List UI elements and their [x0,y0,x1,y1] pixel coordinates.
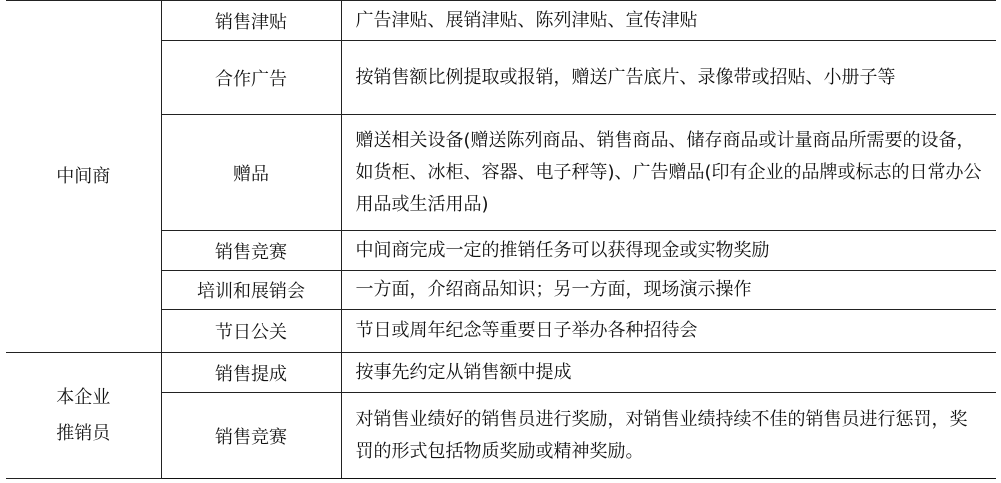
description-cell: 赠送相关设备(赠送陈列商品、销售商品、储存商品或计量商品所需要的设备，如货柜、冰柜、容器、电子秤等)、广告赠品(印有企业的品牌或标志的日常办公用品或生活用品) [341,115,996,231]
description-cell: 对销售业绩好的销售员进行奖励，对销售业绩持续不佳的销售员进行惩罚，奖罚的形式包括物质奖励或精神奖励。 [341,393,996,479]
method-cell: 销售竞赛 [161,231,341,271]
description-cell: 中间商完成一定的推销任务可以获得现金或实物奖励 [341,231,996,271]
method-cell: 合作广告 [161,41,341,115]
table-row [6,1,996,41]
description-cell: 广告津贴、展销津贴、陈列津贴、宣传津贴 [341,1,996,41]
incentive-table [6,0,996,479]
method-cell: 销售津贴 [161,1,341,41]
group-cell-intermediary: 中间商 [6,1,161,353]
table-row [6,353,996,393]
group-label-line: 推销员 [56,422,111,444]
method-cell: 赠品 [161,115,341,231]
description-cell: 按销售额比例提取或报销，赠送广告底片、录像带或招贴、小册子等 [341,41,996,115]
method-cell: 销售竞赛 [161,393,341,479]
description-cell: 按事先约定从销售额中提成 [341,353,996,393]
description-cell: 节日或周年纪念等重要日子举办各种招待会 [341,310,996,353]
method-cell: 节日公关 [161,310,341,353]
group-cell-sales-staff [6,353,161,479]
method-cell: 培训和展销会 [161,271,341,310]
method-cell: 销售提成 [161,353,341,393]
description-cell: 一方面，介绍商品知识；另一方面，现场演示操作 [341,271,996,310]
group-label-line: 本企业 [56,386,111,408]
